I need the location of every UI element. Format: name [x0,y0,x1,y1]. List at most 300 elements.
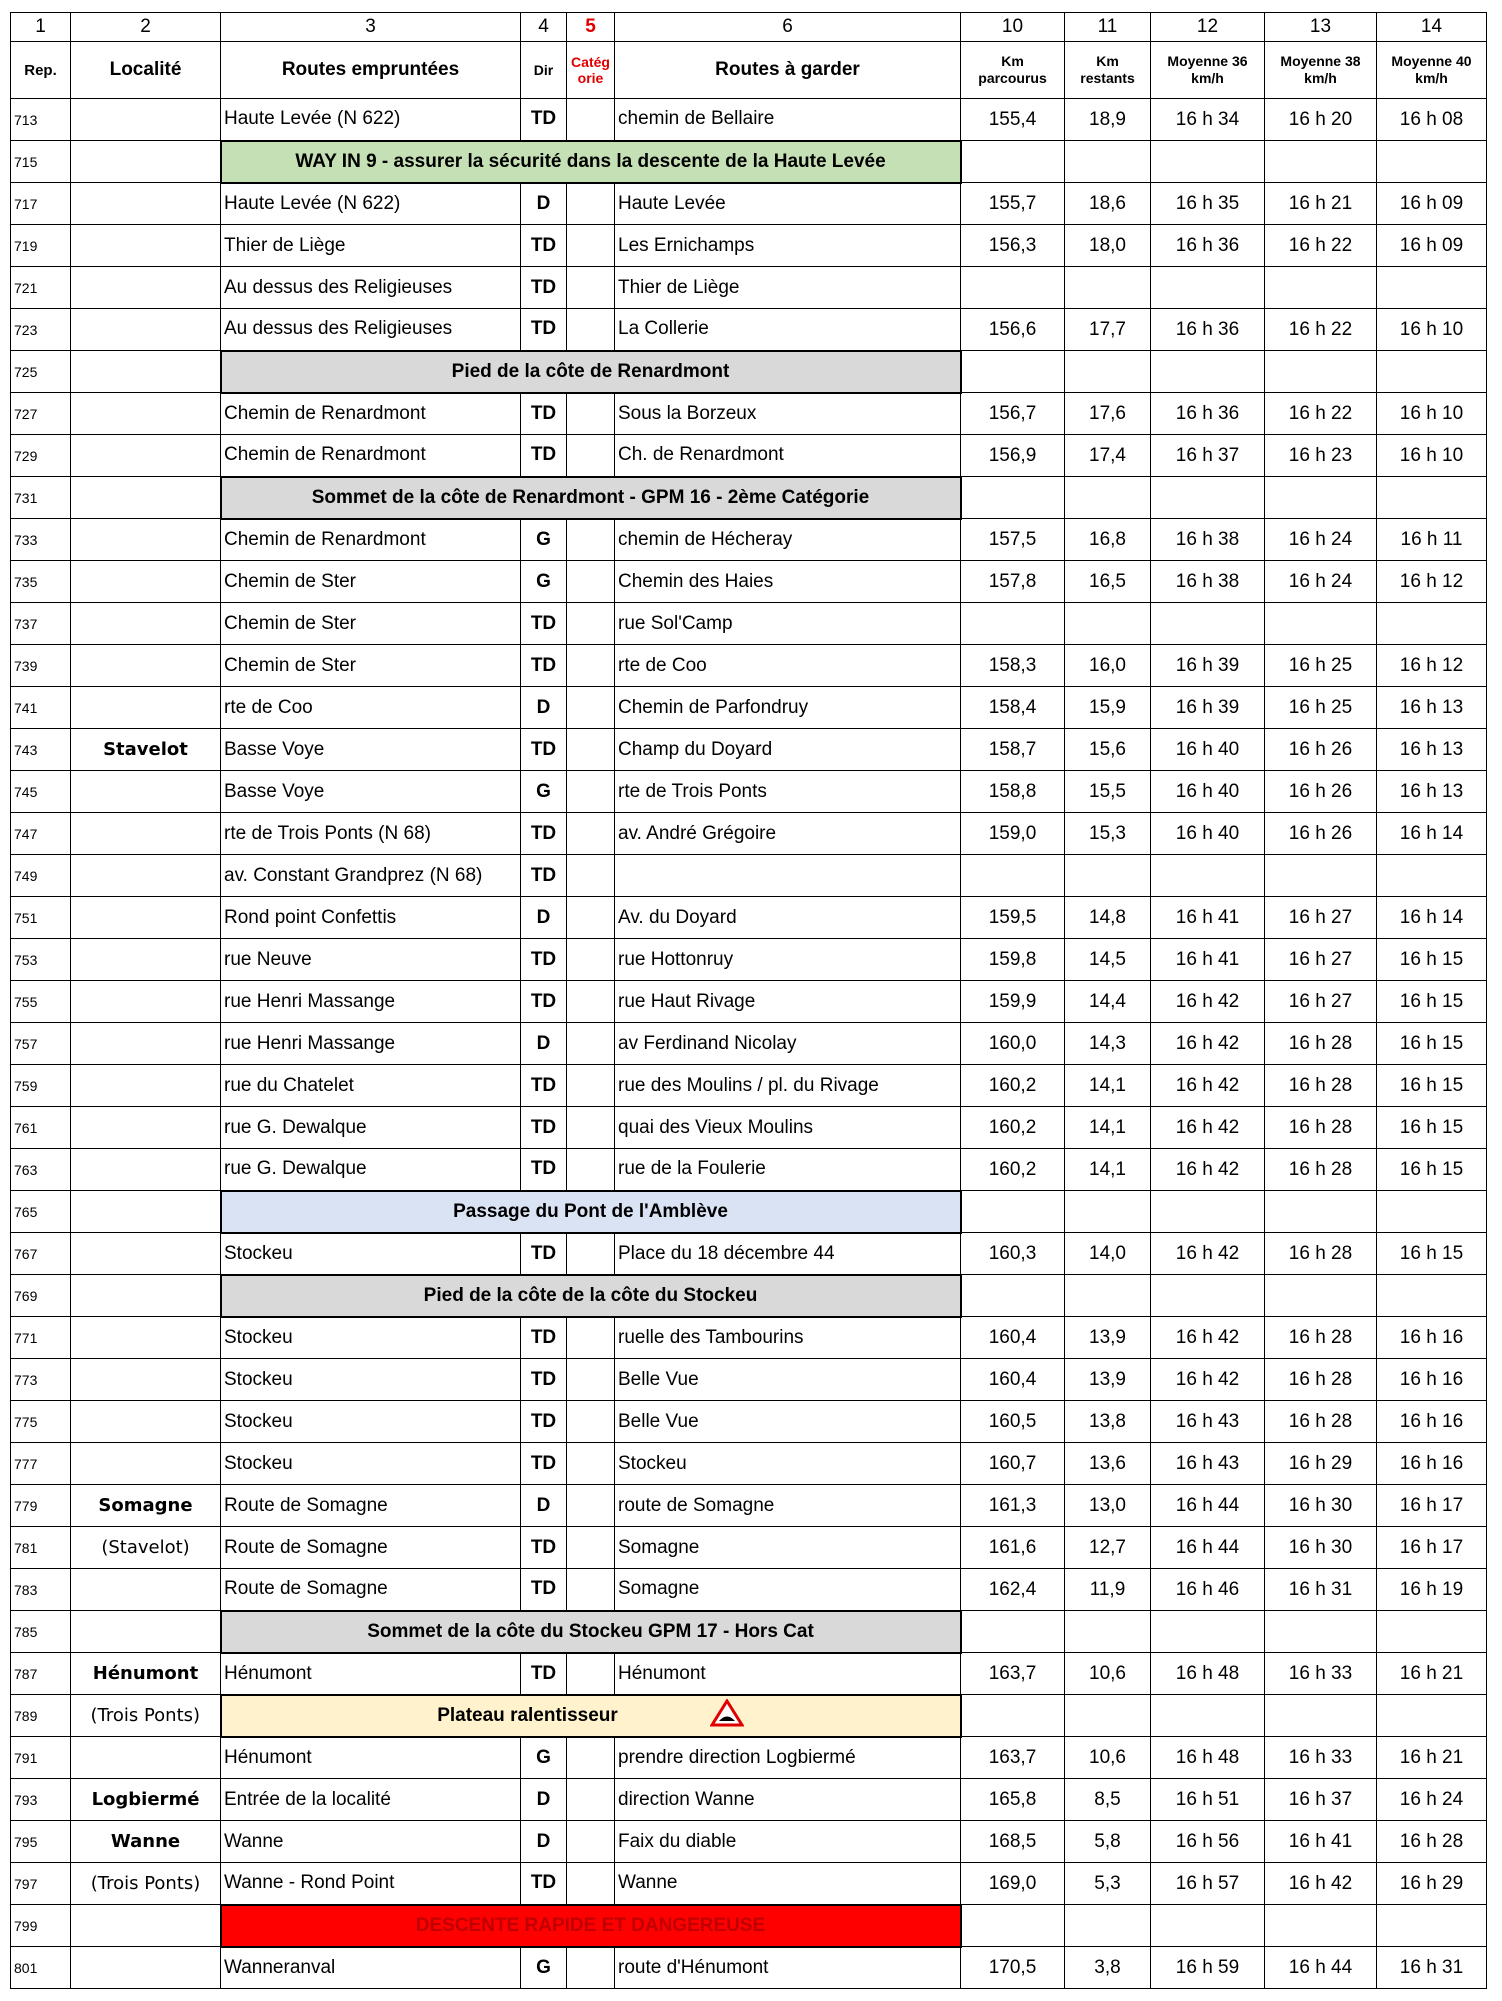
empty-cell [961,1695,1065,1737]
table-row [11,561,1487,603]
moyenne-38-cell: 16 h 22 [1265,309,1377,351]
moyenne-40-cell: 16 h 15 [1377,1023,1487,1065]
moyenne-36-cell: 16 h 42 [1151,1107,1265,1149]
km-restants-cell: 16,8 [1065,519,1151,561]
km-restants-cell: 10,6 [1065,1653,1151,1695]
banner-row [11,1275,1487,1317]
km-parcourus-cell: 159,9 [961,981,1065,1023]
header-moyenne-36-line2: km/h [1191,70,1224,86]
km-restants-cell: 8,5 [1065,1779,1151,1821]
header-row [11,42,1487,99]
header-moyenne-40-line1: Moyenne 40 [1391,53,1472,69]
rep-cell: 759 [11,1065,71,1107]
empty-cell [1377,141,1487,183]
header-km-restants [1065,42,1151,99]
header-dir: Dir [521,42,567,99]
localite-cell [71,603,221,645]
rep-cell: 769 [11,1275,71,1317]
localite-cell [71,477,221,519]
dir-cell: D [521,1023,567,1065]
km-parcourus-cell: 156,6 [961,309,1065,351]
moyenne-40-cell: 16 h 21 [1377,1737,1487,1779]
route-cell: Stockeu [221,1443,521,1485]
rep-cell: 745 [11,771,71,813]
route-cell: Hénumont [221,1737,521,1779]
moyenne-36-cell: 16 h 38 [1151,519,1265,561]
empty-cell [1377,1191,1487,1233]
rep-cell: 783 [11,1569,71,1611]
moyenne-40-cell: 16 h 16 [1377,1401,1487,1443]
col-number: 6 [615,13,961,42]
moyenne-38-cell: 16 h 28 [1265,1107,1377,1149]
route-cell: Au dessus des Religieuses [221,267,521,309]
banner-text: DESCENTE RAPIDE ET DANGEREUSE [415,1914,766,1936]
table-row [11,1233,1487,1275]
localite-cell: Stavelot [71,729,221,771]
km-parcourus-cell: 160,5 [961,1401,1065,1443]
empty-cell [1151,1905,1265,1947]
moyenne-36-cell: 16 h 39 [1151,645,1265,687]
km-parcourus-cell: 160,2 [961,1065,1065,1107]
moyenne-38-cell: 16 h 22 [1265,225,1377,267]
moyenne-38-cell: 16 h 24 [1265,519,1377,561]
moyenne-38-cell: 16 h 27 [1265,939,1377,981]
category-cell [567,1401,615,1443]
km-restants-cell: 12,7 [1065,1527,1151,1569]
empty-cell [1377,477,1487,519]
km-parcourus-cell: 168,5 [961,1821,1065,1863]
moyenne-38-cell [1265,603,1377,645]
keep-route-cell: rte de Coo [615,645,961,687]
rep-cell: 747 [11,813,71,855]
route-cell: Stockeu [221,1401,521,1443]
localite-cell [71,1065,221,1107]
localite-cell [71,771,221,813]
empty-cell [961,1611,1065,1653]
moyenne-38-cell: 16 h 37 [1265,1779,1377,1821]
keep-route-cell: Place du 18 décembre 44 [615,1233,961,1275]
dir-cell: D [521,1485,567,1527]
localite-cell [71,1317,221,1359]
category-cell [567,99,615,141]
category-cell [567,1947,615,1989]
dir-cell: TD [521,267,567,309]
route-cell: Wanneranval [221,1947,521,1989]
table-row [11,771,1487,813]
keep-route-cell: route de Somagne [615,1485,961,1527]
km-restants-cell: 5,3 [1065,1863,1151,1905]
category-cell [567,561,615,603]
keep-route-cell: Somagne [615,1569,961,1611]
rep-cell: 797 [11,1863,71,1905]
warning-triangle-icon [710,1699,744,1733]
moyenne-40-cell: 16 h 08 [1377,99,1487,141]
rep-cell: 761 [11,1107,71,1149]
moyenne-38-cell [1265,855,1377,897]
rep-cell: 757 [11,1023,71,1065]
dir-cell: G [521,519,567,561]
keep-route-cell: rue des Moulins / pl. du Rivage [615,1065,961,1107]
table-row [11,939,1487,981]
localite-cell [71,645,221,687]
keep-route-cell: prendre direction Logbiermé [615,1737,961,1779]
moyenne-40-cell: 16 h 10 [1377,435,1487,477]
empty-cell [961,1905,1065,1947]
km-parcourus-cell: 156,7 [961,393,1065,435]
moyenne-38-cell: 16 h 29 [1265,1443,1377,1485]
moyenne-38-cell: 16 h 28 [1265,1149,1377,1191]
moyenne-38-cell: 16 h 28 [1265,1023,1377,1065]
category-cell [567,1527,615,1569]
keep-route-cell: Av. du Doyard [615,897,961,939]
category-cell [567,519,615,561]
empty-cell [1265,1905,1377,1947]
moyenne-36-cell: 16 h 42 [1151,1233,1265,1275]
km-parcourus-cell: 156,9 [961,435,1065,477]
route-cell: Stockeu [221,1359,521,1401]
moyenne-40-cell: 16 h 31 [1377,1947,1487,1989]
route-cell: Stockeu [221,1317,521,1359]
moyenne-40-cell: 16 h 09 [1377,183,1487,225]
km-parcourus-cell: 161,6 [961,1527,1065,1569]
localite-cell [71,225,221,267]
localite-cell [71,435,221,477]
rep-cell: 755 [11,981,71,1023]
rep-cell: 729 [11,435,71,477]
keep-route-cell: Sous la Borzeux [615,393,961,435]
km-restants-cell: 18,0 [1065,225,1151,267]
moyenne-36-cell: 16 h 40 [1151,813,1265,855]
banner-text: Plateau ralentisseur [437,1704,618,1726]
table-row [11,183,1487,225]
moyenne-38-cell: 16 h 23 [1265,435,1377,477]
keep-route-cell: quai des Vieux Moulins [615,1107,961,1149]
route-cell: Entrée de la localité [221,1779,521,1821]
col-number: 5 [567,13,615,42]
category-cell [567,393,615,435]
empty-cell [961,477,1065,519]
table-row [11,813,1487,855]
moyenne-36-cell: 16 h 42 [1151,1065,1265,1107]
table-row [11,687,1487,729]
table-row [11,1443,1487,1485]
empty-cell [1065,1611,1151,1653]
localite-cell [71,393,221,435]
keep-route-cell: Hénumont [615,1653,961,1695]
rep-cell: 765 [11,1191,71,1233]
route-cell: Thier de Liège [221,225,521,267]
moyenne-36-cell: 16 h 34 [1151,99,1265,141]
moyenne-38-cell: 16 h 25 [1265,645,1377,687]
category-cell [567,1863,615,1905]
dir-cell: TD [521,435,567,477]
moyenne-36-cell: 16 h 42 [1151,1149,1265,1191]
localite-cell [71,1569,221,1611]
table-row [11,1065,1487,1107]
localite-cell [71,1233,221,1275]
route-cell: rue G. Dewalque [221,1149,521,1191]
keep-route-cell: Haute Levée [615,183,961,225]
header-routes-empruntees: Routes empruntées [221,42,521,99]
empty-cell [1377,351,1487,393]
keep-route-cell: rue Hottonruy [615,939,961,981]
route-cell: Route de Somagne [221,1527,521,1569]
rep-cell: 781 [11,1527,71,1569]
keep-route-cell: rte de Trois Ponts [615,771,961,813]
moyenne-36-cell: 16 h 35 [1151,183,1265,225]
keep-route-cell: Belle Vue [615,1359,961,1401]
moyenne-38-cell: 16 h 33 [1265,1653,1377,1695]
moyenne-40-cell: 16 h 15 [1377,939,1487,981]
moyenne-38-cell: 16 h 27 [1265,981,1377,1023]
km-restants-cell: 16,0 [1065,645,1151,687]
category-cell [567,687,615,729]
moyenne-36-cell: 16 h 37 [1151,435,1265,477]
km-restants-cell: 13,0 [1065,1485,1151,1527]
table-row [11,1653,1487,1695]
moyenne-36-cell: 16 h 48 [1151,1737,1265,1779]
localite-cell: (Trois Ponts) [71,1863,221,1905]
section-banner [221,1275,961,1317]
moyenne-40-cell: 16 h 13 [1377,771,1487,813]
route-cell: rte de Coo [221,687,521,729]
moyenne-36-cell: 16 h 40 [1151,729,1265,771]
header-km-parcourus-line2: parcourus [978,70,1047,86]
localite-cell: Somagne [71,1485,221,1527]
localite-cell [71,1401,221,1443]
keep-route-cell: Chemin de Parfondruy [615,687,961,729]
moyenne-36-cell: 16 h 44 [1151,1485,1265,1527]
table-row [11,645,1487,687]
moyenne-40-cell: 16 h 13 [1377,729,1487,771]
localite-cell: Logbiermé [71,1779,221,1821]
table-row [11,1023,1487,1065]
empty-cell [1151,1191,1265,1233]
km-restants-cell: 14,4 [1065,981,1151,1023]
rep-cell: 795 [11,1821,71,1863]
col-number: 12 [1151,13,1265,42]
localite-cell [71,1443,221,1485]
col-number: 4 [521,13,567,42]
route-cell: Chemin de Ster [221,603,521,645]
km-parcourus-cell: 169,0 [961,1863,1065,1905]
banner-row [11,351,1487,393]
km-parcourus-cell: 159,8 [961,939,1065,981]
category-cell [567,645,615,687]
moyenne-36-cell: 16 h 48 [1151,1653,1265,1695]
rep-cell: 777 [11,1443,71,1485]
empty-cell [1065,351,1151,393]
banner-row [11,477,1487,519]
moyenne-36-cell: 16 h 56 [1151,1821,1265,1863]
route-cell: Wanne - Rond Point [221,1863,521,1905]
category-cell [567,1737,615,1779]
keep-route-cell: La Collerie [615,309,961,351]
moyenne-40-cell: 16 h 16 [1377,1359,1487,1401]
table-row [11,1779,1487,1821]
km-restants-cell: 15,6 [1065,729,1151,771]
category-cell [567,225,615,267]
table-row [11,897,1487,939]
dir-cell: TD [521,1443,567,1485]
moyenne-38-cell: 16 h 22 [1265,393,1377,435]
km-parcourus-cell: 170,5 [961,1947,1065,1989]
category-cell [567,897,615,939]
table-row [11,1569,1487,1611]
dir-cell: TD [521,603,567,645]
moyenne-38-cell: 16 h 28 [1265,1233,1377,1275]
km-parcourus-cell [961,855,1065,897]
moyenne-40-cell: 16 h 17 [1377,1527,1487,1569]
km-parcourus-cell [961,603,1065,645]
km-restants-cell: 15,3 [1065,813,1151,855]
km-parcourus-cell: 160,4 [961,1317,1065,1359]
keep-route-cell: Champ du Doyard [615,729,961,771]
category-cell [567,1149,615,1191]
category-cell [567,435,615,477]
localite-cell [71,1737,221,1779]
km-parcourus-cell: 160,0 [961,1023,1065,1065]
route-cell: Haute Levée (N 622) [221,99,521,141]
keep-route-cell: Ch. de Renardmont [615,435,961,477]
localite-cell [71,1359,221,1401]
localite-cell [71,1107,221,1149]
localite-cell [71,981,221,1023]
km-restants-cell: 13,9 [1065,1317,1151,1359]
moyenne-38-cell: 16 h 33 [1265,1737,1377,1779]
route-cell: Chemin de Ster [221,645,521,687]
moyenne-38-cell: 16 h 41 [1265,1821,1377,1863]
empty-cell [1265,1611,1377,1653]
route-cell: Au dessus des Religieuses [221,309,521,351]
dir-cell: G [521,1737,567,1779]
table-row [11,1485,1487,1527]
banner-row [11,1695,1487,1737]
empty-cell [1265,1695,1377,1737]
localite-cell [71,1023,221,1065]
keep-route-cell: direction Wanne [615,1779,961,1821]
route-cell: Route de Somagne [221,1569,521,1611]
keep-route-cell: chemin de Hécheray [615,519,961,561]
route-cell: Haute Levée (N 622) [221,183,521,225]
moyenne-40-cell: 16 h 15 [1377,1233,1487,1275]
category-cell [567,1569,615,1611]
header-localite: Localité [71,42,221,99]
dir-cell: TD [521,1149,567,1191]
km-parcourus-cell: 158,8 [961,771,1065,813]
moyenne-36-cell: 16 h 41 [1151,939,1265,981]
moyenne-38-cell: 16 h 30 [1265,1527,1377,1569]
category-cell [567,309,615,351]
moyenne-40-cell: 16 h 29 [1377,1863,1487,1905]
route-cell: Basse Voye [221,771,521,813]
table-row [11,225,1487,267]
route-cell: av. Constant Grandprez (N 68) [221,855,521,897]
rep-cell: 739 [11,645,71,687]
moyenne-38-cell: 16 h 27 [1265,897,1377,939]
empty-cell [961,351,1065,393]
moyenne-40-cell: 16 h 13 [1377,687,1487,729]
keep-route-cell: av Ferdinand Nicolay [615,1023,961,1065]
moyenne-38-cell: 16 h 31 [1265,1569,1377,1611]
localite-cell: (Trois Ponts) [71,1695,221,1737]
moyenne-40-cell: 16 h 17 [1377,1485,1487,1527]
km-restants-cell [1065,267,1151,309]
col-number: 10 [961,13,1065,42]
localite-cell [71,309,221,351]
moyenne-38-cell: 16 h 26 [1265,729,1377,771]
table-row [11,1359,1487,1401]
route-cell: Rond point Confettis [221,897,521,939]
banner-text: Pied de la côte de Renardmont [451,360,730,382]
header-categorie [567,42,615,99]
banner-row [11,1191,1487,1233]
moyenne-40-cell: 16 h 15 [1377,1065,1487,1107]
km-parcourus-cell: 155,4 [961,99,1065,141]
km-restants-cell: 14,1 [1065,1065,1151,1107]
col-number: 3 [221,13,521,42]
rep-cell: 787 [11,1653,71,1695]
localite-cell [71,519,221,561]
rep-cell: 767 [11,1233,71,1275]
banner-text: WAY IN 9 - assurer la sécurité dans la descente de la Haute Levée [295,150,886,172]
banner-text: Passage du Pont de l'Amblève [453,1200,728,1222]
empty-cell [1151,141,1265,183]
rep-cell: 727 [11,393,71,435]
localite-cell [71,1149,221,1191]
moyenne-36-cell: 16 h 46 [1151,1569,1265,1611]
dir-cell: TD [521,855,567,897]
km-restants-cell: 11,9 [1065,1569,1151,1611]
km-restants-cell: 14,1 [1065,1149,1151,1191]
route-cell: Wanne [221,1821,521,1863]
dir-cell: TD [521,1233,567,1275]
header-km-restants-line2: restants [1080,70,1135,86]
dir-cell: TD [521,1569,567,1611]
table-row [11,1821,1487,1863]
category-cell [567,1065,615,1107]
moyenne-36-cell: 16 h 43 [1151,1401,1265,1443]
rep-cell: 731 [11,477,71,519]
table-row [11,1527,1487,1569]
rep-cell: 751 [11,897,71,939]
dir-cell: TD [521,1527,567,1569]
header-moyenne-40-line2: km/h [1415,70,1448,86]
moyenne-38-cell: 16 h 28 [1265,1359,1377,1401]
keep-route-cell: Wanne [615,1863,961,1905]
empty-cell [1377,1611,1487,1653]
keep-route-cell: ruelle des Tambourins [615,1317,961,1359]
moyenne-36-cell: 16 h 41 [1151,897,1265,939]
rep-cell: 717 [11,183,71,225]
localite-cell [71,939,221,981]
moyenne-36-cell: 16 h 42 [1151,1023,1265,1065]
dir-cell: TD [521,1653,567,1695]
moyenne-36-cell: 16 h 40 [1151,771,1265,813]
banner-text: Pied de la côte de la côte du Stockeu [423,1284,758,1306]
col-number: 14 [1377,13,1487,42]
moyenne-40-cell: 16 h 14 [1377,897,1487,939]
col-number: 13 [1265,13,1377,42]
localite-cell [71,99,221,141]
km-parcourus-cell: 158,4 [961,687,1065,729]
moyenne-40-cell: 16 h 12 [1377,645,1487,687]
moyenne-38-cell: 16 h 44 [1265,1947,1377,1989]
banner-row [11,141,1487,183]
table-row [11,603,1487,645]
km-parcourus-cell: 160,7 [961,1443,1065,1485]
col-number: 11 [1065,13,1151,42]
